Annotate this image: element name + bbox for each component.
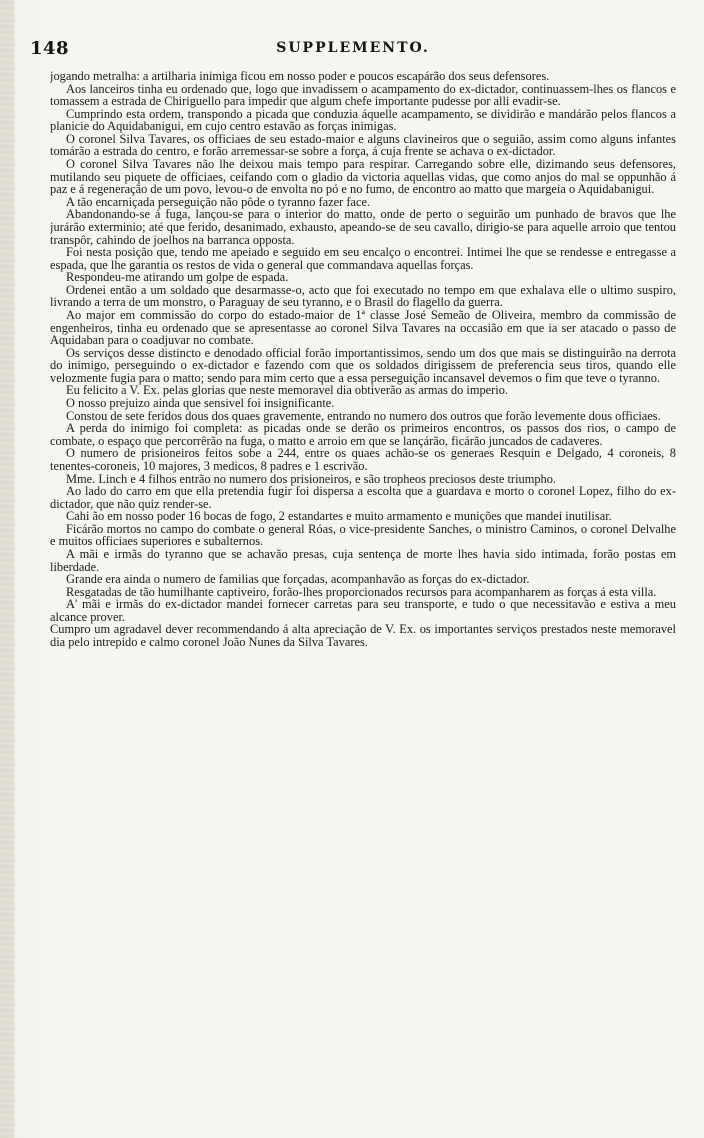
paragraph: Resgatadas de tão humilhante captiveiro, forão-lhes proporcionados recursos para acompanharem as forças á esta villa.: [66, 584, 657, 599]
paragraph: Cahi ão em nosso poder 16 bocas de fogo, 2 estandartes e muito armamento e munições que mandei inutilisar.: [66, 509, 612, 524]
paragraph: O coronel Silva Tavares, os officiaes de seu estado-maior e alguns clavineiros que o seguião, assim como alguns infantes tomárão a estrada do centro, e forão arremessar-se sobre a força, á cuja frente se achava o ex-dictador.: [50, 131, 676, 159]
paragraph: A' mãi e irmãs do ex-dictador mandei fornecer carretas para seu transporte, e tudo o que necessitavão e estiva a meu alcance prover.: [50, 597, 676, 624]
paragraph: Ao major em commissão do corpo do estado-maior de 1ª classe José Semeão de Oliveira, membro da commissão de engenheiros, tinha eu ordenado que se apresentasse ao coronel Silva Tavares na occasião em que ia ser atacado o passo de Aquidaban para o coadjuvar no combate.: [50, 307, 676, 348]
body-text: [50, 70, 676, 1110]
paragraph: A perda do inimigo foi completa: as picadas onde se derão os primeiros encontros, os passos dos rios, o campo de combate, o espaço que percorrêrão na fuga, o matto e arroio em que se lançárão, ficárão juncados de cadaveres.: [50, 421, 676, 448]
paragraph: A tão encarniçada perseguição não pôde o tyranno fazer face.: [66, 194, 371, 209]
paragraph: Foi nesta posição que, tendo me apeiado e seguido em seu encalço o encontrei. Intimei lhe que se rendesse e entregasse a espada, que lhe garantia os restos de vida o general que commandava aquellas forças.: [50, 245, 676, 272]
paragraph: Cumpro um agradavel dever recommendando á alta apreciação de V. Ex. os importantes serviços prestados neste memoravel dia pelo intrepido e calmo coronel João Nunes da Silva Tavares.: [50, 622, 676, 650]
binding-gutter: [0, 0, 14, 1138]
paragraph: Os serviços desse distincto e denodado official forão importantissimos, sendo um dos que mais se distinguirão na derrota do inimigo, perseguindo o ex-dictador e fazendo com que os soldados dirigissem de preferencia seus tiros, quando elle velozmente fugia para o matto; sendo para mim certo que a essa perseguição incansavel devemos o fim que teve o tyranno.: [50, 345, 676, 385]
paragraph: O numero de prisioneiros feitos sobe a 244, entre os quaes achão-se os generaes Resquin e Delgado, 4 coroneis, 8 tenentes-coroneis, 10 majores, 3 medicos, 8 padres e 1 escrivão.: [50, 446, 676, 473]
paragraph: O coronel Silva Tavares não lhe deixou mais tempo para respirar. Carregando sobre elle, dizimando seus defensores, mutilando seu piquete de officiaes, ceifando com o gladio da victoria aquellas vidas, que como anjos do mal se oppunhão á paz e á regeneração de um povo, levou-o de envolta no pó e no fumo, de encontro ao matto que margeia o Aquidabanigui.: [50, 157, 676, 197]
paragraph: Grande era ainda o numero de familias que forçadas, acompanhavão as forças do ex-dictador.: [66, 572, 530, 587]
paragraph: Respondeu-me atirando um golpe de espada.: [66, 270, 289, 285]
paragraph: O nosso prejuizo ainda que sensivel foi insignificante.: [66, 396, 335, 411]
paragraph: Eu felicito a V. Ex. pelas glorias que neste memoravel dia obtiverão as armas do imperio.: [66, 383, 509, 398]
paragraph: Ordenei então a um soldado que desarmasse-o, acto que foi executado no tempo em que exhalava elle o ultimo suspiro, livrando a terra de um monstro, o Paraguay de seu tyranno, e o Brasil do flagello da guerra.: [50, 282, 676, 310]
paragraph: Mme. Linch e 4 filhos entrão no numero dos prisioneiros, e são tropheos preciosos deste triumpho.: [66, 471, 557, 486]
running-title: SUPPLEMENTO.: [276, 40, 430, 56]
page-number: 148: [30, 38, 70, 59]
paragraph: Abandonando-se á fuga, lançou-se para o interior do matto, onde de perto o seguirão um punhado de bravos que lhe jurárão exterminio; até que ferido, desanimado, exhausto, apeando-se de seu cavallo, dirigio-se para aquelle arroio que tentou transpôr, cahindo de joelhos na barranca opposta.: [50, 207, 676, 247]
paragraph: A mãi e irmãs do tyranno que se achavão presas, cuja sentença de morte lhes havia sido intimada, forão postas em liberdade.: [50, 546, 676, 574]
page-header: [30, 38, 676, 62]
paragraph: Ficárão mortos no campo do combate o general Róas, o vice-presidente Sanches, o ministro Caminos, o coronel Delvalhe e muitos officiaes superiores e subalternos.: [50, 521, 676, 549]
paragraph: Cumprindo esta ordem, transpondo a picada que conduzia áquelle acampamento, se dividirão e mandárão pelos flancos a planicie do Aquidabanigui, em cujo centro estavão as forças inimigas.: [50, 106, 676, 134]
paragraph: jogando metralha: a artilharia inimiga ficou em nosso poder e poucos escapárão dos seus defensores.: [50, 70, 550, 83]
paragraph: Aos lanceiros tinha eu ordenado que, logo que invadissem o acampamento do ex-dictador, continuassem-lhes os flancos e tomassem a estrada de Chiriguello para impedir que algum chefe importante pudesse por alli evadir-se.: [50, 81, 676, 109]
paragraph: Constou de sete feridos dous dos quaes gravemente, entrando no numero dos outros que forão levemente dous officiaes.: [66, 408, 661, 423]
paragraph: Ao lado do carro em que ella pretendia fugir foi dispersa a escolta que a guardava e morto o coronel Lopez, filho do ex-dictador, que não quiz render-se.: [50, 484, 676, 511]
